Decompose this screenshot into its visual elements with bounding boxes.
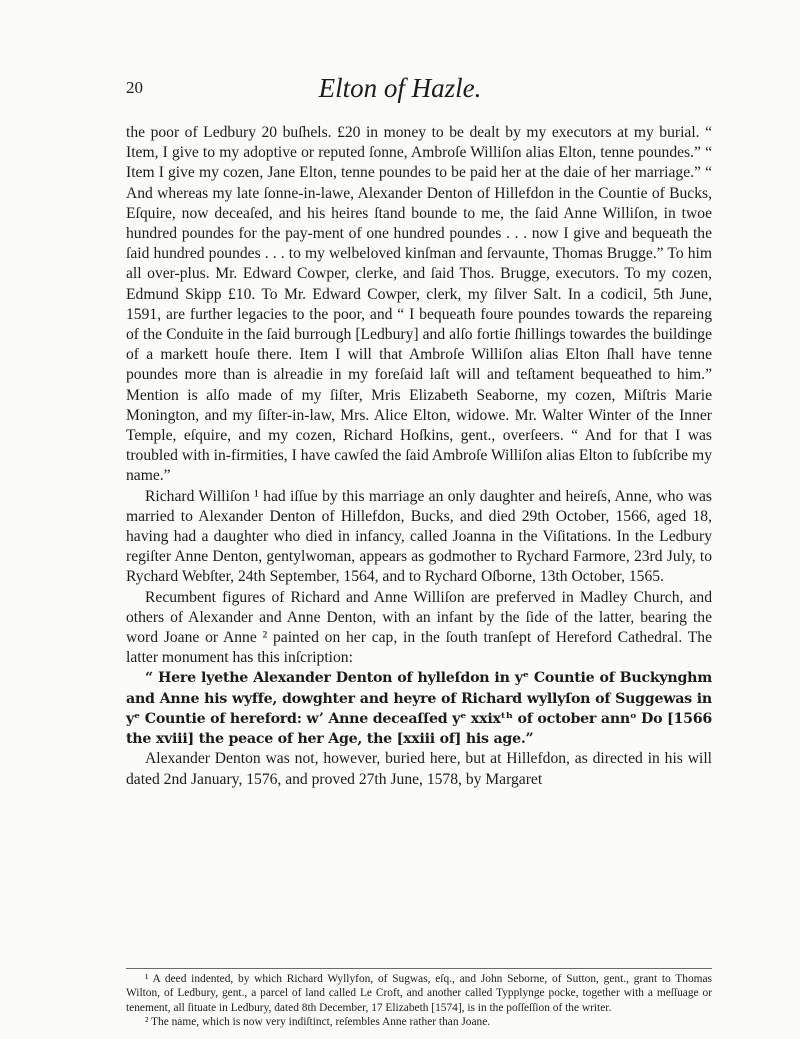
page-header bbox=[0, 73, 800, 118]
monument-inscription: “ Here lyethe Alexander Denton of hylleſdon in yᵉ Countie of Buckynghm and Anne his wyffe, dowghter and heyre of Richard wyllyſon of Suggewas in yᵉ Countie of hereford: w’ Anne deceaſſed yᵉ xxixᵗʰ of october annᵒ Do [1566 the xviii] the peace of her Age, the [xxiii of] his age.” bbox=[126, 670, 712, 748]
footnotes bbox=[126, 972, 712, 1030]
paragraph-richard-willison: Richard Williſon ¹ had iſſue by this marriage an only daughter and heireſs, Anne, who was married to Alexander Denton of Hillefdon, Bucks, and died 29th October, 1566, aged 18, having had a daughter who died in infancy, called Joanna in the Viſitations. In the Ledbury regiſter Anne Denton, gentylwoman, appears as godmother to Rychard Farmore, 23rd July, to Rychard Webſter, 24th September, 1564, and to Rychard Oſborne, 13th October, 1565. bbox=[126, 487, 712, 586]
body-text bbox=[126, 123, 712, 790]
running-title: Elton of Hazle. bbox=[318, 73, 482, 103]
footnote-2: ² The name, which is now very indiſtinct, reſembles Anne rather than Joane. bbox=[145, 1016, 491, 1029]
paragraph-alexander-denton: Alexander Denton was not, however, buried here, but at Hillefdon, as directed in his will dated 2nd January, 1576, and proved 27th June, 1578, by Margaret bbox=[126, 750, 712, 788]
paragraph-will-bequests: the poor of Ledbury 20 buſhels. £20 in money to be dealt by my executors at my burial. “ Item, I give to my adoptive or reputed ſonne, Ambroſe Williſon alias Elton, tenne poundes.” “ Item I give my cozen, Jane Elton, tenne poundes to be paid her at the daie of her marriage.” “ And whereas my late ſonne-in-lawe, Alexander Denton of Hillefdon in the Countie of Bucks, Eſquire, now deceaſed, and his heires ſtand bounde to me, the ſaid Anne Williſon, in twoe hundred poundes for the pay-ment of one hundred poundes . . . now I give and bequeath the ſaid hundred poundes . . . to my welbeloved kinſman and ſervaunte, Thomas Brugge.” To him all over-plus. Mr. Edward Cowper, clerke, and ſaid Thos. Brugge, executors. To my cozen, Edmund Skipp £10. To Mr. Edward Cowper, clerk, my ſilver Salt. In a codicil, 5th June, 1591, are further legacies to the poor, and “ I bequeath foure poundes towards the repareing of the Conduite in the ſaid burrough [Ledbury] and alſo fortie ſhillings towardes the buildinge of a markett houſe there. Item I will that Ambroſe Williſon alias Elton ſhall have tenne poundes more than is alreadie in my foreſaid laſt will and teſtament bequeathed to him.” Mention is alſo made of my ſiſter, Mris Elizabeth Seaborne, my cozen, Miſtris Marie Monington, and my ſiſter-in-law, Mrs. Alice Elton, widowe. Mr. Walter Winter of the Inner Temple, eſquire, and my cozen, Richard Hoſkins, gent., overſeers. “ And for that I was troubled with in-firmities, I have cawſed the ſaid Ambroſe Williſon alias Elton to ſubſcribe my name.” bbox=[126, 124, 712, 485]
page-number: 20 bbox=[126, 78, 143, 97]
footnote-1: ¹ A deed indented, by which Richard Wyllyfon, of Sugwas, eſq., and John Seborne, of Sutton, gent., grant to Thomas Wilton, of Ledbury, gent., a parcel of land called Le Croft, and another called Typplynge pocke, together with a meſſuage or tenement, all ſituate in Ledbury, dated 8th December, 17 Elizabeth [1574], is in the poſſeſſion of the writer. bbox=[126, 973, 712, 1014]
paragraph-recumbent-figures: Recumbent figures of Richard and Anne Williſon are preferved in Madley Church, and others of Alexander and Anne Denton, with an infant by the ſide of the latter, bearing the word Joane or Anne ² painted on her cap, in the ſouth tranſept of Hereford Cathedral. The latter monument has this inſcription: bbox=[126, 588, 712, 667]
footnote-divider bbox=[126, 968, 712, 969]
